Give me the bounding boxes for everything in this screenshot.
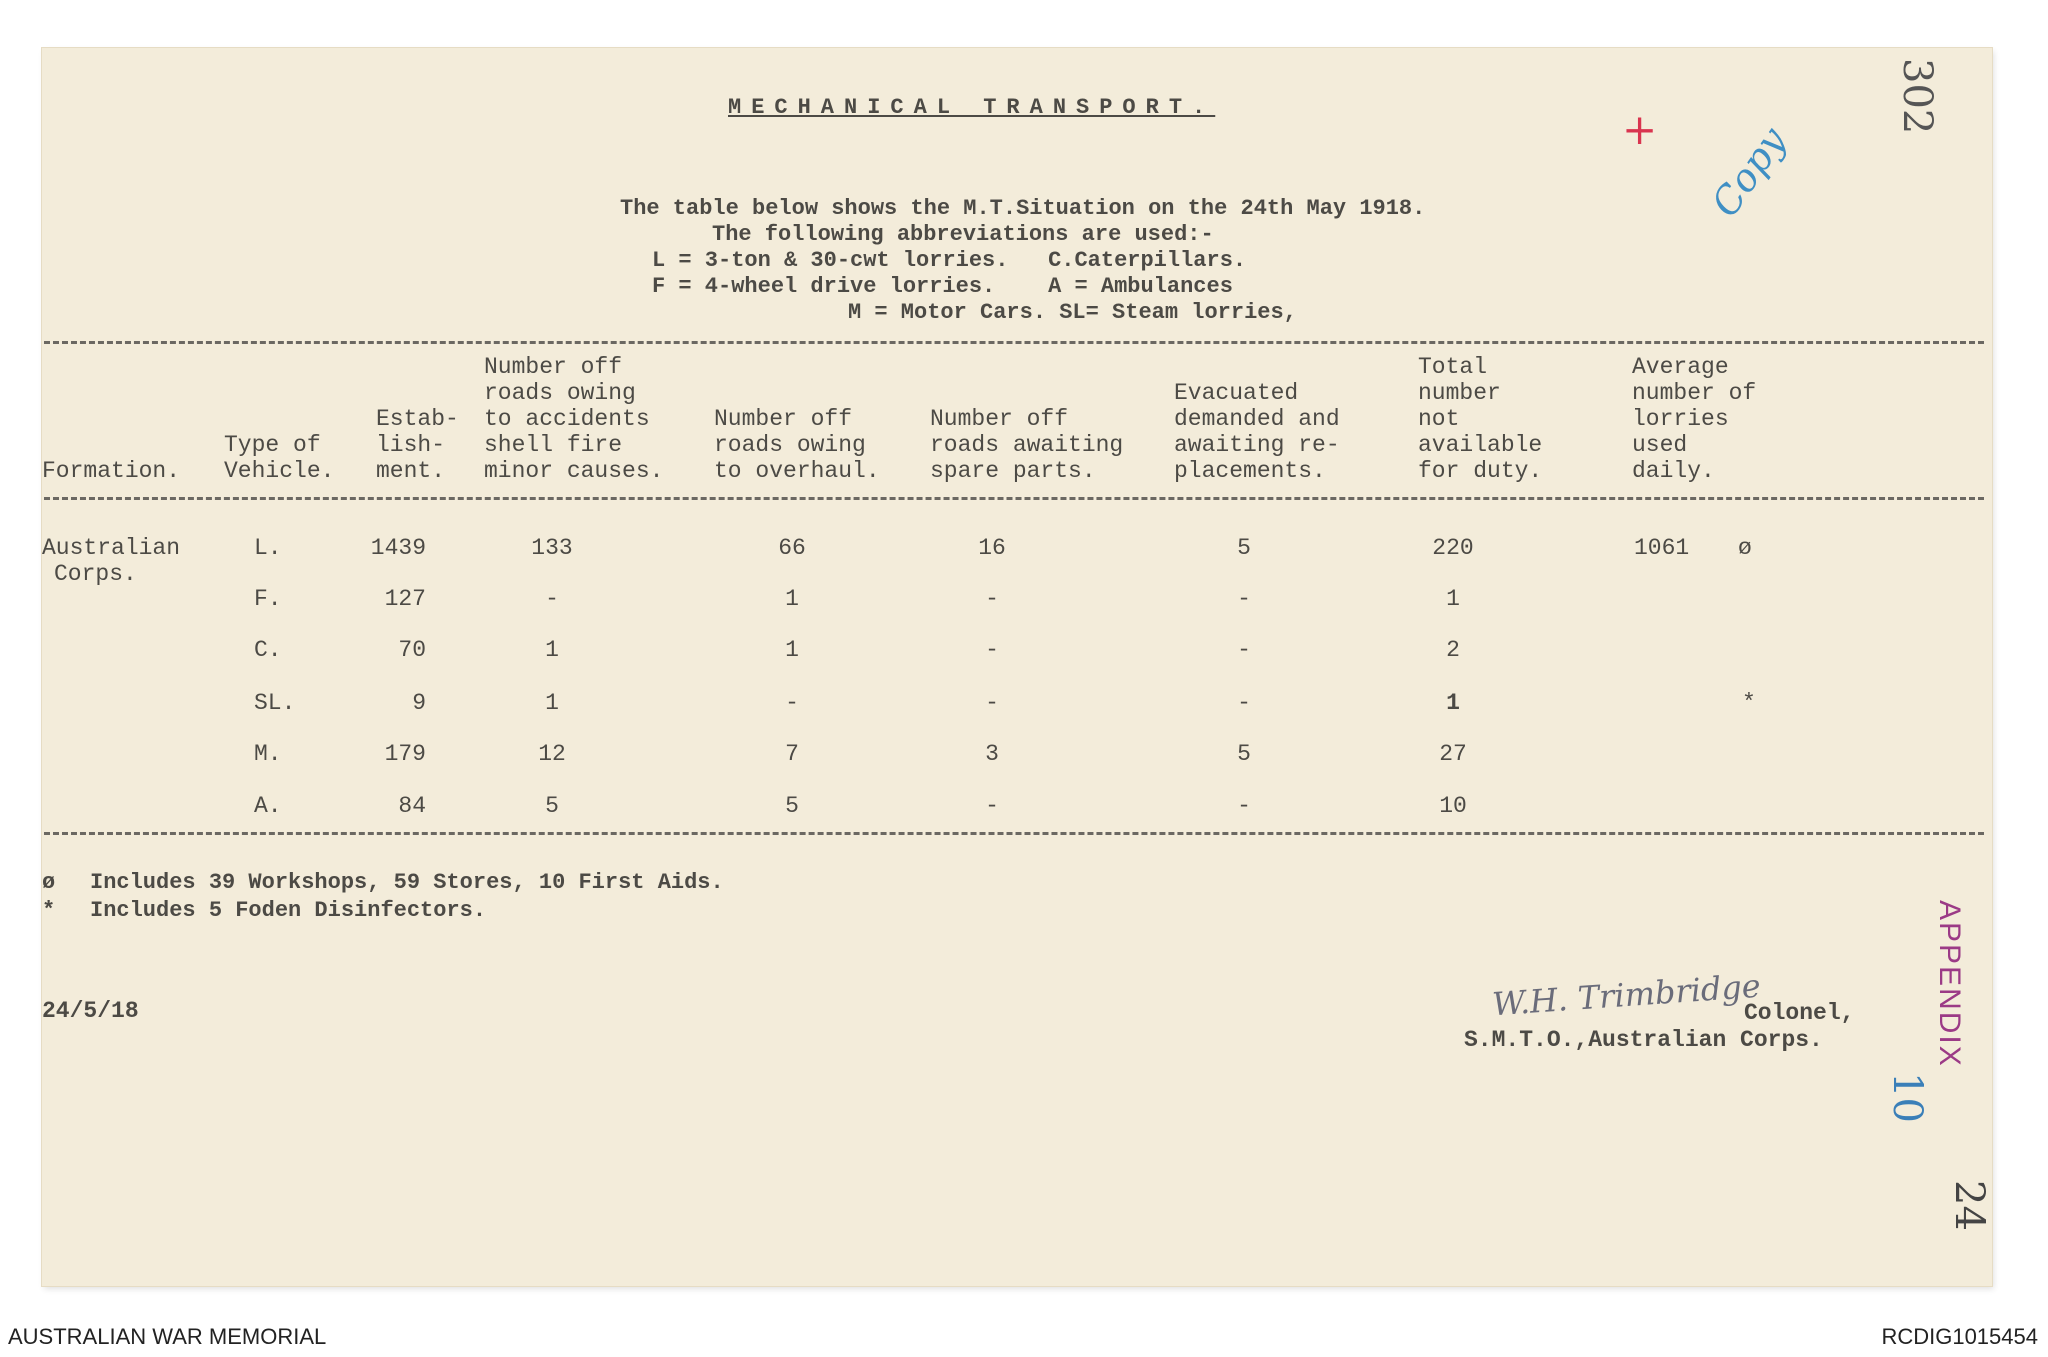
cell-evacuated: - (1237, 793, 1251, 819)
cell-type: A. (254, 793, 282, 819)
cell-overhaul: 66 (778, 535, 806, 561)
cell-establishment: 179 (384, 741, 426, 767)
cell-type: F. (254, 586, 282, 612)
folio-number: 24 (1946, 1180, 1992, 1231)
cell-establishment: 9 (412, 690, 426, 716)
red-cross-mark: + (1622, 105, 1658, 154)
cell-accidents: 5 (545, 793, 559, 819)
cell-total: 27 (1439, 741, 1467, 767)
signature-rank: Colonel, (1744, 1000, 1855, 1026)
header-accidents: Number off roads owing to accidents shell fire minor causes. (484, 354, 664, 484)
footnote-text: Includes 5 Foden Disinfectors. (90, 898, 487, 923)
page-number-annotation: 302 (1894, 58, 1940, 135)
abbreviation-line: L = 3-ton & 30-cwt lorries. C.Caterpillars. (652, 248, 1247, 273)
cell-type: SL. (254, 690, 296, 716)
abbreviation-line: F = 4-wheel drive lorries. A = Ambulances (652, 274, 1233, 299)
footer-institution: AUSTRALIAN WAR MEMORIAL (8, 1324, 327, 1349)
header-overhaul: Number off roads owing to overhaul. (714, 406, 880, 484)
cell-evacuated: 5 (1237, 741, 1251, 767)
abbreviation-line: M = Motor Cars. SL= Steam lorries, (848, 300, 1297, 325)
cell-total: 1 (1446, 690, 1460, 716)
cell-total: 10 (1439, 793, 1467, 819)
cell-spare-parts: - (985, 586, 999, 612)
footer-reference-id: RCDIG1015454 (1881, 1324, 2038, 1349)
header-spare-parts: Number off roads awaiting spare parts. (930, 406, 1124, 484)
cell-total: 220 (1432, 535, 1474, 561)
cell-total: 1 (1446, 586, 1460, 612)
cell-mark: * (1742, 690, 1756, 716)
cell-overhaul: - (785, 690, 799, 716)
cell-overhaul: 1 (785, 586, 799, 612)
header-average: Average number of lorries used daily. (1632, 354, 1757, 484)
cell-type: L. (254, 535, 282, 561)
cell-establishment: 84 (398, 793, 426, 819)
cell-spare-parts: - (985, 637, 999, 663)
formation-name: Australian Corps. (42, 535, 181, 587)
cell-evacuated: - (1237, 586, 1251, 612)
abbreviations-intro: The following abbreviations are used:- (712, 222, 1214, 247)
cell-total: 2 (1446, 637, 1460, 663)
cell-evacuated: - (1237, 690, 1251, 716)
document-date: 24/5/18 (42, 998, 139, 1024)
header-establishment: Estab- lish- ment. (376, 406, 459, 484)
cell-spare-parts: - (985, 793, 999, 819)
cell-type: C. (254, 637, 282, 663)
intro-line: The table below shows the M.T.Situation on the 24th May 1918. (620, 196, 1426, 221)
appendix-number: 10 (1884, 1072, 1930, 1123)
cell-accidents: 133 (531, 535, 573, 561)
cell-spare-parts: - (985, 690, 999, 716)
table-bottom-rule (44, 832, 1984, 835)
cell-overhaul: 1 (785, 637, 799, 663)
cell-evacuated: 5 (1237, 535, 1251, 561)
signature-position: S.M.T.O.,Australian Corps. (1464, 1027, 1823, 1053)
footnote-symbol: ø (42, 870, 56, 895)
cell-accidents: - (545, 586, 559, 612)
cell-accidents: 1 (545, 637, 559, 663)
header-total: Total number not available for duty. (1418, 354, 1543, 484)
footnote-text: Includes 39 Workshops, 59 Stores, 10 First Aids. (90, 870, 724, 895)
header-evacuated: Evacuated demanded and awaiting re- placements. (1174, 380, 1340, 484)
cell-average: 1061 (1634, 535, 1690, 561)
cell-evacuated: - (1237, 637, 1251, 663)
footnote-symbol: * (42, 898, 56, 923)
cell-accidents: 1 (545, 690, 559, 716)
cell-overhaul: 5 (785, 793, 799, 819)
cell-spare-parts: 3 (985, 741, 999, 767)
cell-overhaul: 7 (785, 741, 799, 767)
cell-mark: ø (1738, 535, 1752, 561)
header-type: Type of Vehicle. (224, 432, 335, 484)
cell-accidents: 12 (538, 741, 566, 767)
cell-establishment: 70 (398, 637, 426, 663)
cell-spare-parts: 16 (978, 535, 1006, 561)
header-formation: Formation. (42, 458, 181, 484)
appendix-stamp: APPENDIX (1933, 900, 1966, 1068)
cell-type: M. (254, 741, 282, 767)
table-top-rule (44, 341, 1984, 344)
document-title: MECHANICAL TRANSPORT. (728, 95, 1216, 120)
handwritten-signature: W.H. Trimbridge (1491, 966, 1762, 1024)
cell-establishment: 1439 (370, 535, 426, 561)
table-header-rule (44, 497, 1984, 500)
copy-annotation: Copy (1702, 119, 1795, 225)
cell-establishment: 127 (384, 586, 426, 612)
